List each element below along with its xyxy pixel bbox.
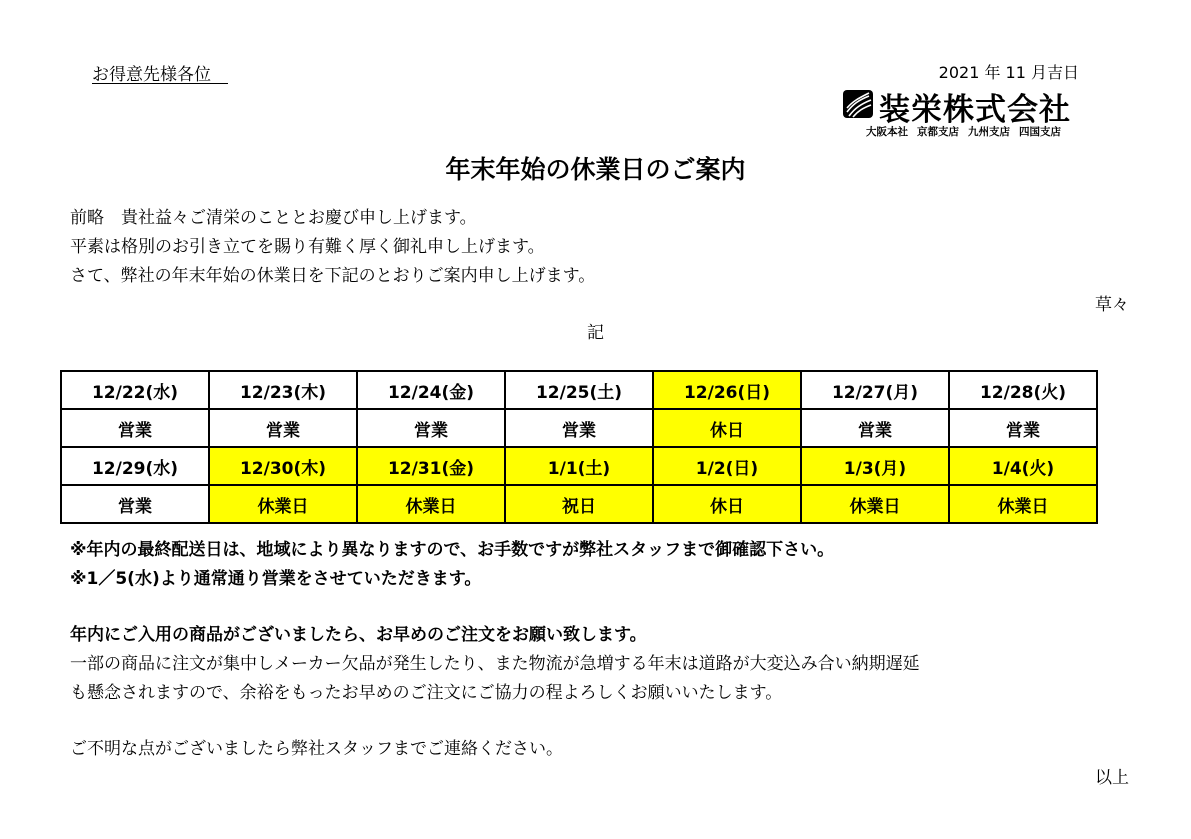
greeting-line-2: 平素は格別のお引き立てを賜り有難く厚く御礼申し上げます。 [70, 237, 545, 257]
schedule-status-cell: 営業 [61, 485, 209, 523]
schedule-date-cell: 1/2(日) [653, 447, 801, 485]
schedule-status-cell: 休日 [653, 485, 801, 523]
schedule-date-row [61, 371, 1097, 409]
schedule-status-row [61, 409, 1097, 447]
closing-ijou: 以上 [1095, 768, 1129, 788]
schedule-status-cell: 営業 [61, 409, 209, 447]
request-body-line-2: も懸念されますので、余裕をもったお早めのご注文にご協力の程よろしくお願いいたします。 [70, 683, 783, 703]
schedule-date-cell: 1/4(火) [949, 447, 1097, 485]
schedule-date-cell: 1/1(土) [505, 447, 653, 485]
schedule-date-cell: 12/29(水) [61, 447, 209, 485]
page-title: 年末年始の休業日のご案内 [445, 155, 746, 184]
schedule-status-cell: 休業日 [209, 485, 357, 523]
company-logo [843, 88, 1133, 128]
schedule-date-cell: 12/26(日) [653, 371, 801, 409]
schedule-date-cell: 12/28(火) [949, 371, 1097, 409]
schedule-date-row [61, 447, 1097, 485]
branch-osaka: 大阪本社 [866, 126, 908, 138]
greeting-line-1: 前略 貴社益々ご清栄のこととお慶び申し上げます。 [70, 208, 477, 228]
request-heading: 年内にご入用の商品がございましたら、お早めのご注文をお願い致します。 [70, 625, 647, 645]
recipient-line: お得意先様各位 [92, 65, 228, 85]
schedule-status-cell: 営業 [209, 409, 357, 447]
schedule-date-cell: 12/25(土) [505, 371, 653, 409]
note-resume-date: ※1／5(水)より通常通り営業をさせていただきます。 [70, 569, 482, 589]
note-last-delivery: ※年内の最終配送日は、地域により異なりますので、お手数ですが弊社スタッフまで御確認下さい。 [70, 540, 835, 560]
request-body-line-1: 一部の商品に注文が集中しメーカー欠品が発生したり、また物流が急増する年末は道路が大変込み合い納期遅延 [70, 654, 920, 674]
schedule-date-cell: 12/30(木) [209, 447, 357, 485]
schedule-status-cell: 営業 [949, 409, 1097, 447]
company-logo-mark-icon [843, 90, 873, 118]
schedule-status-cell: 休業日 [801, 485, 949, 523]
schedule-date-cell: 12/27(月) [801, 371, 949, 409]
company-name: 装栄株式会社 [879, 92, 1071, 128]
issue-date: 2021 年 11 月吉日 [938, 63, 1079, 82]
ki-heading: 記 [587, 323, 604, 343]
branch-kyushu: 九州支店 [968, 126, 1010, 138]
schedule-status-cell: 休日 [653, 409, 801, 447]
schedule-status-cell: 営業 [505, 409, 653, 447]
schedule-status-cell: 営業 [801, 409, 949, 447]
holiday-schedule-table [60, 370, 1098, 524]
schedule-date-cell: 12/31(金) [357, 447, 505, 485]
branch-list [866, 124, 1070, 139]
greeting-line-3: さて、弊社の年末年始の休業日を下記のとおりご案内申し上げます。 [70, 266, 596, 286]
schedule-date-cell: 12/23(木) [209, 371, 357, 409]
schedule-status-cell: 祝日 [505, 485, 653, 523]
contact-line: ご不明な点がございましたら弊社スタッフまでご連絡ください。 [70, 739, 563, 759]
schedule-date-cell: 12/24(金) [357, 371, 505, 409]
branch-shikoku: 四国支店 [1019, 126, 1061, 138]
schedule-status-cell: 休業日 [357, 485, 505, 523]
branch-kyoto: 京都支店 [917, 126, 959, 138]
schedule-status-cell: 営業 [357, 409, 505, 447]
schedule-status-row [61, 485, 1097, 523]
schedule-date-cell: 12/22(水) [61, 371, 209, 409]
schedule-status-cell: 休業日 [949, 485, 1097, 523]
schedule-date-cell: 1/3(月) [801, 447, 949, 485]
closing-sousou: 草々 [1095, 295, 1129, 315]
